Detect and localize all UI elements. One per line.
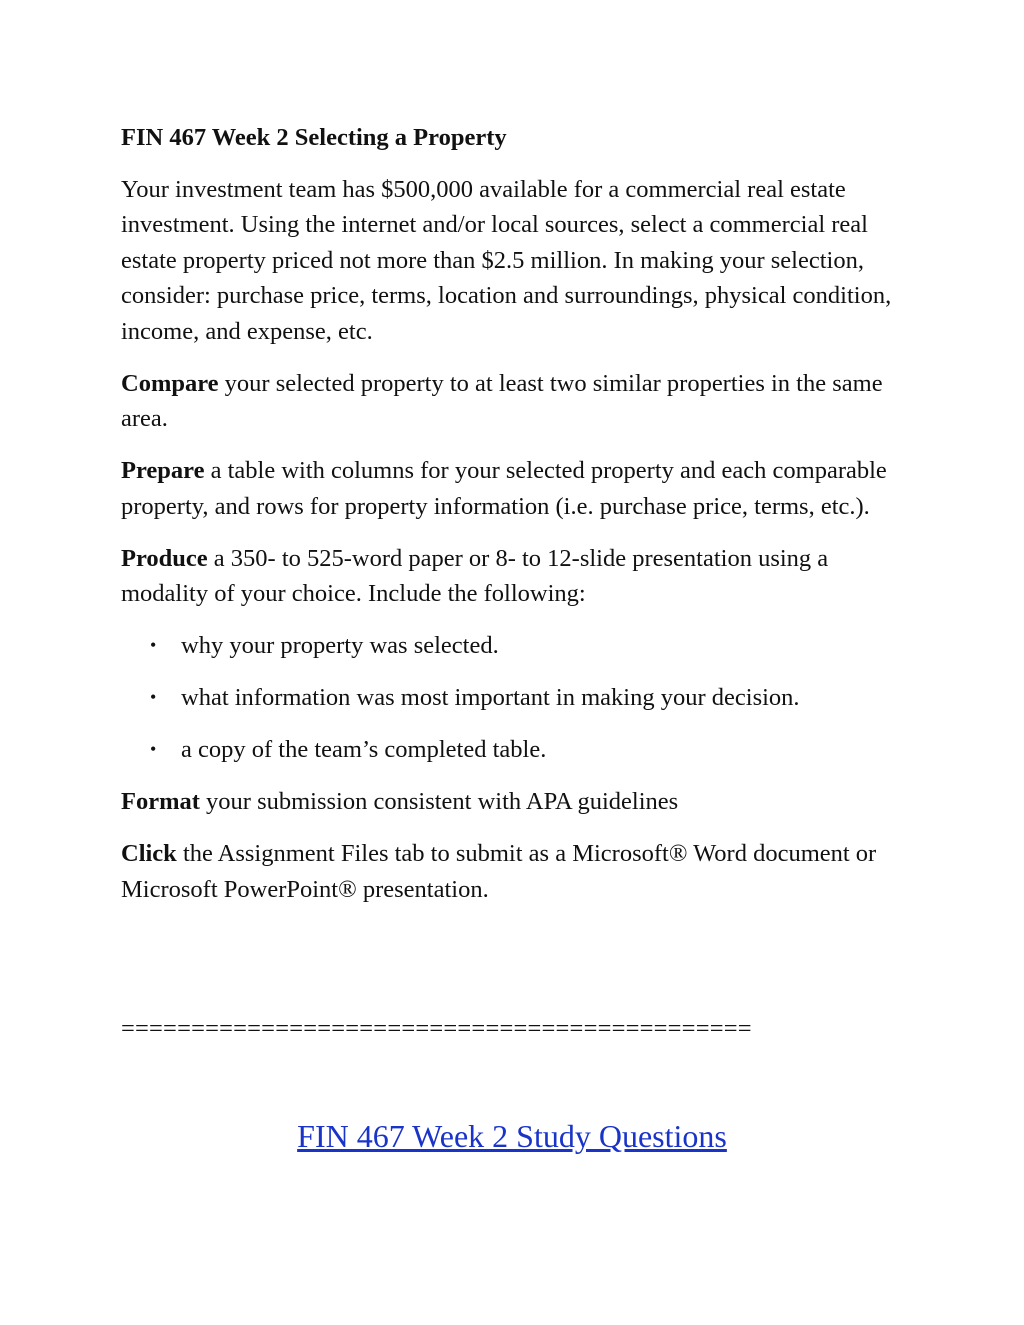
compare-keyword: Compare: [121, 369, 219, 397]
bullet-icon: •: [150, 687, 157, 707]
format-paragraph: [121, 784, 911, 820]
list-item-text: what information was most important in making your decision.: [181, 684, 800, 711]
next-link-container: [0, 1116, 1024, 1156]
bullet-icon: •: [150, 635, 157, 655]
produce-paragraph: [121, 541, 911, 612]
compare-text: your selected property to at least two similar properties in the same area.: [121, 369, 883, 432]
format-text: your submission consistent with APA guidelines: [199, 788, 679, 815]
click-keyword: Click: [121, 840, 177, 867]
prepare-keyword: Prepare: [121, 457, 205, 484]
produce-keyword: Produce: [121, 544, 208, 572]
intro-paragraph: Your investment team has $500,000 available for a commercial real estate investment. Using the internet and/or local sources, select a commercial real estate property priced not more than $2.5 million. In making your selection, consider: purchase price, terms, location and surroundings, physical condition, income, and expense, etc.: [121, 175, 892, 345]
list-item-text: why your property was selected.: [181, 632, 499, 659]
requirements-list: [121, 628, 911, 768]
prepare-paragraph: [121, 453, 911, 524]
click-text: the Assignment Files tab to submit as a Microsoft® Word document or Microsoft PowerPoint® presentation.: [121, 840, 877, 903]
list-item: [121, 732, 911, 768]
compare-paragraph: [121, 366, 911, 437]
document-body: [121, 120, 911, 924]
document-title: FIN 467 Week 2 Selecting a Property: [121, 124, 507, 151]
format-keyword: Format: [121, 788, 200, 815]
list-item: [121, 628, 911, 664]
produce-text: a 350- to 525-word paper or 8- to 12-slide presentation using a modality of your choice. Include the following:: [121, 544, 829, 607]
click-paragraph: [121, 836, 911, 907]
list-item-text: a copy of the team’s completed table.: [181, 736, 547, 763]
separator-line: =============================================: [121, 1015, 752, 1042]
bullet-icon: •: [150, 739, 157, 759]
list-item: [121, 680, 911, 716]
study-questions-link[interactable]: FIN 467 Week 2 Study Questions: [297, 1118, 727, 1154]
prepare-text: a table with columns for your selected property and each comparable property, and rows for property information (i.e. purchase price, terms, etc.).: [121, 457, 887, 520]
